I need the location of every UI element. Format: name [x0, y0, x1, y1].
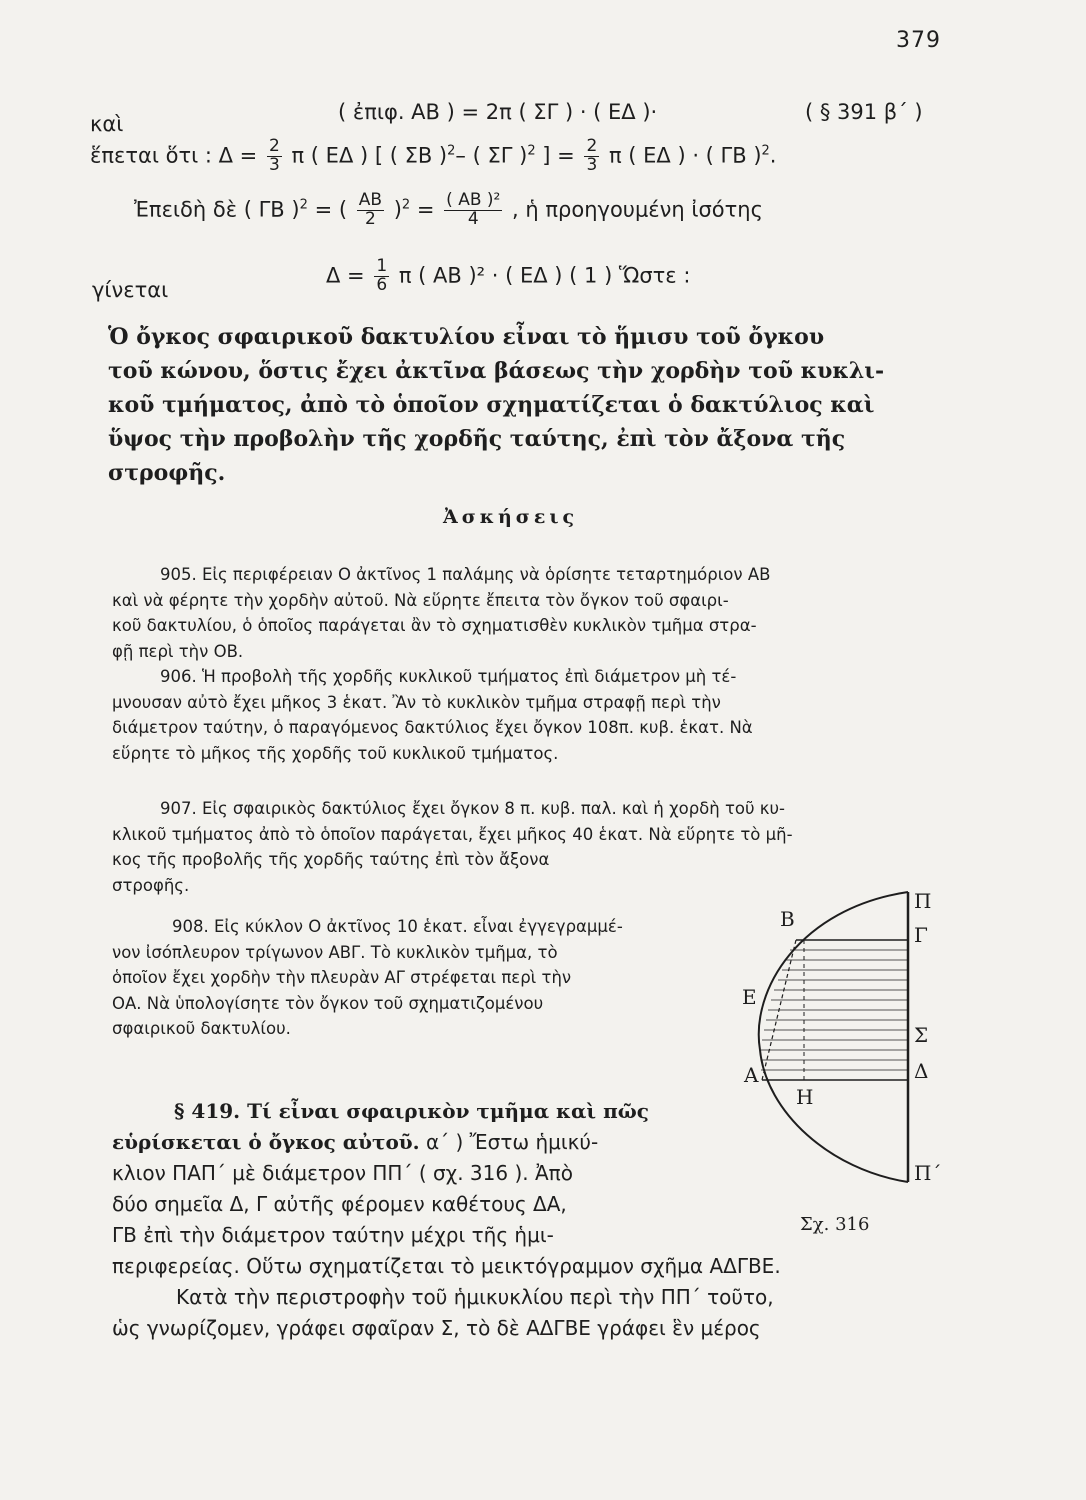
figure-caption: Σχ. 316	[800, 1214, 870, 1235]
theorem-line: ὕψος τὴν προβολὴν τῆς χορδῆς ταύτης, ἐπὶ τὸν ἄξονα τῆς	[108, 426, 846, 452]
label-g: Γ	[914, 923, 928, 947]
theorem-line: τοῦ κώνου, ὅστις ἔχει ἀκτῖνα βάσεως τὴν χορδὴν τοῦ κυκλι-	[108, 358, 885, 384]
label-h: Η	[796, 1085, 814, 1109]
eq2-line: ἕπεται ὅτι : Δ = $\frac{2}{3}$ π ( ΕΔ ) [ ( ΣΒ )$^2$– ( ΣΓ )$^2$ ] = $\frac{2}{3}$ π ( ΕΔ ) · ( ΓΒ )$^2$.	[90, 136, 777, 175]
exercise-906: 906. Ἡ προβολὴ τῆς χορδῆς κυκλικοῦ τμήματος ἐπὶ διάμετρον μὴ τέ- μνουσαν αὐτὸ ἔχει μῆκος 3 ἑκατ. Ἂν τὸ κυκλικὸν τμῆμα στραφῇ περὶ τὴν διάμετρον ταύτην, ὁ παραγόμενος δακτύλιος ἔχει ὄγκον 108π. κυβ. ἑκατ. Νὰ εὕρητε τὸ μῆκος τῆς χορδῆς τοῦ κυκλικοῦ τμήματος.	[112, 667, 753, 763]
section-heading: § 419. Τί εἶναι σφαιρικὸν τμῆμα καὶ πῶς	[174, 1099, 649, 1123]
eq1-left: καὶ	[90, 112, 124, 136]
label-a: Α	[744, 1063, 759, 1087]
exercise-907: 907. Εἰς σφαιρικὸς δακτύλιος ἔχει ὄγκον 8 π. κυβ. παλ. καὶ ἡ χορδὴ τοῦ κυ- κλικοῦ τμήματος ἀπὸ τὸ ὁποῖον παράγεται, ἔχει μῆκος 40 ἑκατ. Νὰ εὕρητε τὸ μῆ- κος τῆς προβολῆς τῆς χορδῆς ταύτης ἐπὶ τὸν ἄξονα στροφῆς.	[112, 799, 793, 895]
section-419: § 419. Τί εἶναι σφαιρικὸν τμῆμα καὶ πῶς εὑρίσκεται ὁ ὄγκος αὐτοῦ. α΄ ) Ἔστω ἡμικύ- κλιον ΠΑΠ΄ μὲ διάμετρον ΠΠ΄ ( σχ. 316 ). Ἀπὸ δύο σημεῖα Δ, Γ αὐτῆς φέρομεν καθέτους ΔΑ, ΓΒ ἐπὶ τὴν διάμετρον ταύτην μέχρι τῆς ἡμι- περιφερείας. Οὕτω σχηματίζεται τὸ μεικτόγραμμον σχῆμα ΑΔΓΒΕ. Κατὰ τὴν περιστροφὴν τοῦ ἡμικυκλίου περὶ τὴν ΠΠ΄ τοῦτο, ὡς γνωρίζομεν, γράφει σφαῖραν Σ, τὸ δὲ ΑΔΓΒΕ γράφει ἓν μέρος	[112, 1099, 781, 1340]
exercise-908: 908. Εἰς κύκλον Ο ἀκτῖνος 10 ἑκατ. εἶναι ἐγγεγραμμέ- νον ἰσόπλευρον τρίγωνον ΑΒΓ. Τὸ κυκλικὸν τμῆμα, τὸ ὁποῖον ἔχει χορδὴν τὴν πλευρὰν ΑΓ στρέφεται περὶ τὴν ΟΑ. Νὰ ὑπολογίσητε τὸν ὄγκον τοῦ σχηματιζομένου σφαιρικοῦ δακτυλίου.	[112, 917, 623, 1038]
label-p: Π	[914, 889, 932, 913]
eq3-line: Ἐπειδὴ δὲ ( ΓΒ )$^2$ = ( $\frac{AB}{2}$ )$^2$ = $\frac{\text{( ΑΒ )²}}{4}$ , ἡ προηγουμένη ἰσότης	[134, 190, 763, 229]
label-d: Δ	[914, 1059, 929, 1083]
label-b: Β	[780, 907, 795, 931]
label-pp: Π΄	[914, 1161, 942, 1185]
eq1-reference: ( § 391 β΄ )	[805, 100, 923, 124]
label-s: Σ	[914, 1023, 929, 1047]
label-e: Ε	[742, 985, 757, 1009]
theorem-statement	[108, 320, 958, 490]
eq1-formula: ( ἐπιφ. ΑΒ ) = 2π ( ΣΓ ) · ( ΕΔ )·	[338, 100, 658, 124]
exercise-905: 905. Εἰς περιφέρειαν Ο ἀκτῖνος 1 παλάμης νὰ ὁρίσητε τεταρτημόριον ΑΒ καὶ νὰ φέρητε τὴν χορδὴν αὐτοῦ. Νὰ εὕρητε ἔπειτα τὸν ὄγκον τοῦ σφαιρι- κοῦ δακτυλίου, ὁ ὁποῖος παράγεται ἂν τὸ σχηματισθὲν κυκλικὸν τμῆμα στρα- φῇ περὶ τὴν ΟΒ.	[112, 565, 771, 661]
eq4-formula: Δ = $\frac{1}{6}$ π ( ΑΒ )² · ( ΕΔ ) ( 1 ) Ὥστε :	[326, 256, 691, 295]
theorem-line: κοῦ τμήματος, ἀπὸ τὸ ὁποῖον σχηματίζεται ὁ δακτύλιος καὶ	[108, 392, 875, 418]
exercises-heading: Ἀσκήσεις	[443, 506, 579, 528]
theorem-line: Ὁ ὄγκος σφαιρικοῦ δακτυλίου εἶναι τὸ ἥμισυ τοῦ ὄγκου	[108, 324, 825, 350]
hatching	[761, 950, 908, 1070]
figure-316	[740, 880, 980, 1200]
eq4-left: γίνεται	[92, 278, 169, 302]
semicircle-arc	[759, 892, 908, 1182]
page-number: 379	[896, 28, 941, 53]
theorem-line: στροφῆς.	[108, 460, 226, 486]
